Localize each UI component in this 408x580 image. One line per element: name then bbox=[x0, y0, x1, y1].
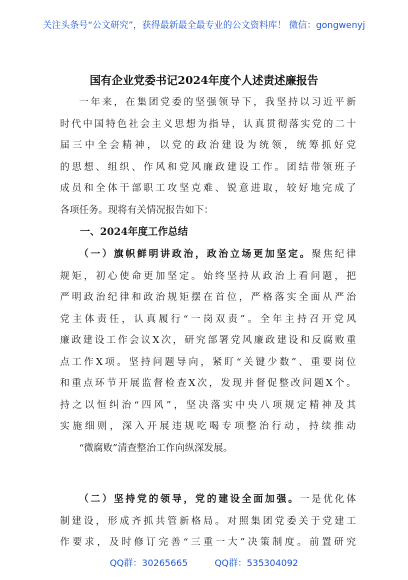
subsection-1-line: 点工作X项。坚持问题导向，紧盯“关键少数”、重要岗位 bbox=[60, 356, 356, 368]
document-title: 国有企业党委书记2024年度个人述责述廉报告 bbox=[89, 74, 319, 87]
intro-line: 一年来，在集团党委的坚强领导下，我坚持以习近平新 bbox=[79, 97, 356, 108]
intro-line: 届三中全会精神，以党的政治建设为统领，统筹抓好党 bbox=[60, 140, 356, 151]
subsection-1-line: 和重点环节开展监督检查X次，发现并督促整改问题X个。 bbox=[60, 378, 356, 389]
intro-paragraph bbox=[60, 92, 356, 221]
subsection-2-line: 一是优化体 bbox=[299, 494, 356, 505]
subsection-1-line: 持之以恒纠治“四风”，坚决落实中央八项规定精神及其 bbox=[60, 399, 356, 411]
intro-line: 时代中国特色社会主义思想为指导，认真贯彻落实党的二十 bbox=[60, 118, 356, 130]
intro-line: 各项任务。现将有关情况报告如下： bbox=[60, 204, 214, 216]
qq-group-1: QQ群：30265665 bbox=[109, 559, 188, 569]
subsection-2-line: 作要求，及时修订完善“三重一大”决策制度。前置研究 bbox=[60, 537, 356, 548]
subsection-1-line: “微腐败”清查整治工作向纵深发展。 bbox=[79, 442, 233, 454]
subsection-1-paragraph bbox=[60, 244, 356, 459]
section-heading-1: 一、2024年度工作总结 bbox=[80, 227, 188, 238]
subsection-1-line: 聚焦纪律 bbox=[311, 249, 356, 260]
subsection-1-line: 实施细则，深入开展违规吃喝专项整治行动，持续推动 bbox=[60, 421, 356, 432]
subsection-1-heading: （一）旗帜鲜明讲政治，政治立场更加坚定。 bbox=[79, 249, 312, 260]
bottom-promo-footer bbox=[0, 556, 408, 569]
top-promo-banner: 关注头条号“公文研究”，获得最新最全最专业的公文资料库！ 微信：gongwenyj bbox=[42, 21, 366, 31]
subsection-1-line: 规矩，初心使命更加坚定。始终坚持从政治上看问题，把 bbox=[60, 270, 356, 282]
intro-line: 成员和全体干部职工攻坚克难、锐意进取，较好地完成了 bbox=[60, 183, 356, 194]
subsection-1-line: 严明政治纪律和政治规矩摆在首位，严格落实全面从严治 bbox=[60, 292, 356, 303]
subsection-2-line: 制建设，形成齐抓共管新格局。对照集团党委关于党建工 bbox=[60, 515, 356, 527]
subsection-1-line: 党主体责任，认真履行“一岗双责”。全年主持召开党风 bbox=[60, 313, 356, 325]
subsection-2-first-line bbox=[60, 489, 356, 511]
subsection-1-first-line bbox=[60, 244, 356, 266]
intro-line: 的思想、组织、作风和党风廉政建设工作。团结带领班子 bbox=[60, 161, 356, 173]
qq-group-2: QQ群：535304092 bbox=[214, 559, 299, 569]
subsection-1-line: 廉政建设工作会议X次，研究部署党风廉政建设和反腐败重 bbox=[60, 335, 356, 346]
subsection-2-heading: （二）坚持党的领导，党的建设全面加强。 bbox=[79, 494, 300, 505]
subsection-2-paragraph bbox=[60, 489, 356, 554]
